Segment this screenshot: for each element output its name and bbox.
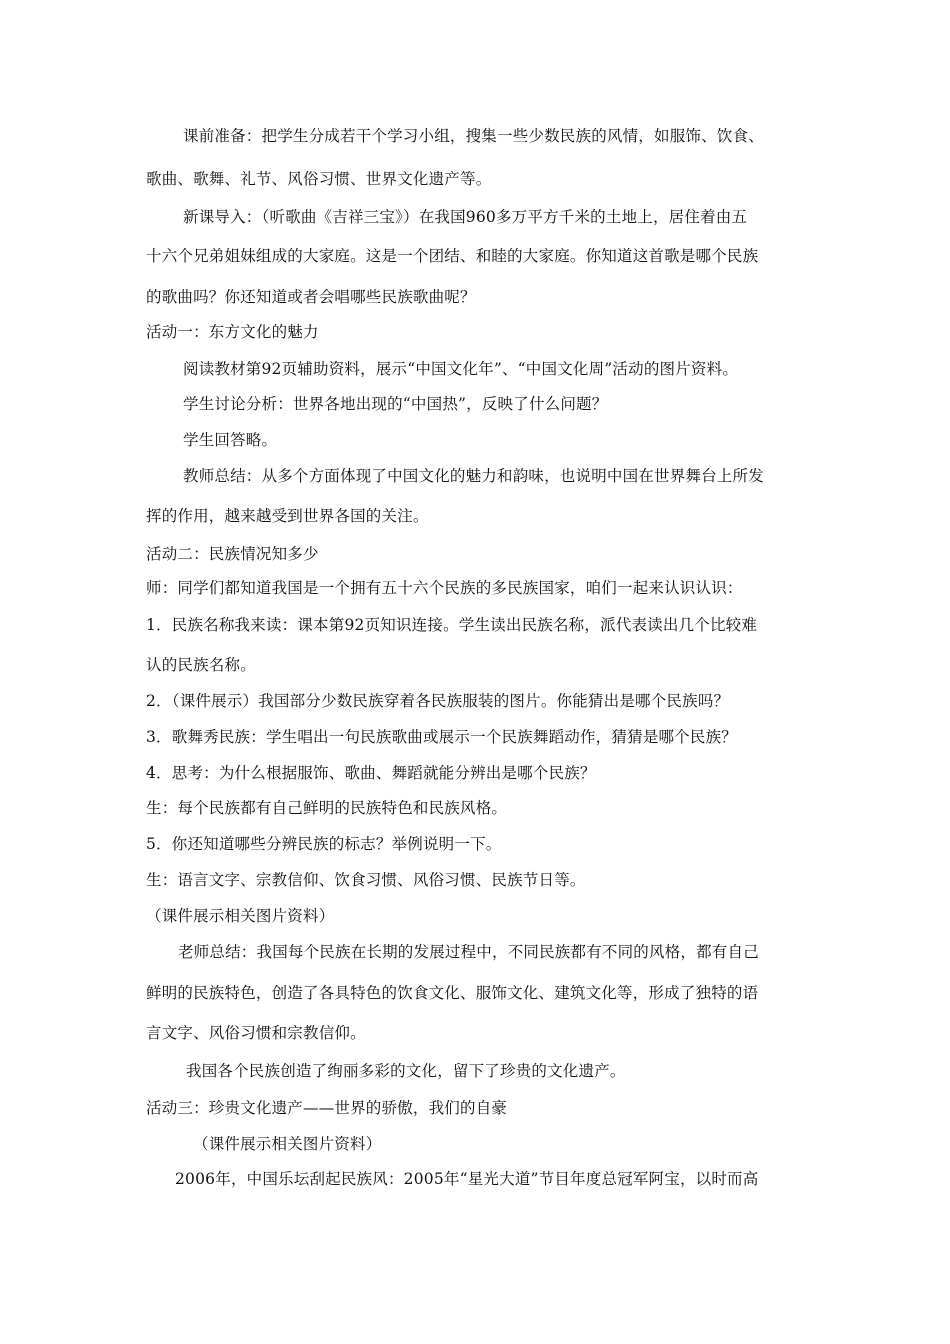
- text-line: 教师总结：从多个方面体现了中国文化的魅力和韵味，也说明中国在世界舞台上所发: [183, 467, 764, 485]
- text-line: 新课导入：（听歌曲《吉祥三宝》）在我国960多万平方千米的土地上，居住着由五: [183, 208, 748, 226]
- list-item: 4．思考：为什么根据服饰、歌曲、舞蹈就能分辨出是哪个民族？: [146, 764, 596, 782]
- text-line: 认的民族名称。: [146, 656, 256, 674]
- text-line: 老师总结：我国每个民族在长期的发展过程中，不同民族都有不同的风格，都有自己: [178, 943, 759, 961]
- text-line: （课件展示相关图片资料）: [193, 1135, 382, 1153]
- list-item: 2．（课件展示）我国部分少数民族穿着各民族服装的图片。你能猜出是哪个民族吗？: [146, 692, 730, 710]
- text-line: 课前准备：把学生分成若干个学习小组，搜集一些少数民族的风情，如服饰、饮食、: [183, 127, 764, 145]
- text-line: 生：每个民族都有自己鲜明的民族特色和民族风格。: [146, 799, 508, 817]
- list-item: 1．民族名称我来读：课本第92页知识连接。学生读出民族名称，派代表读出几个比较难: [146, 616, 758, 634]
- text-line: 歌曲、歌舞、礼节、风俗习惯、世界文化遗产等。: [146, 170, 492, 188]
- text-line: 的歌曲吗？你还知道或者会唱哪些民族歌曲呢？: [146, 288, 476, 306]
- section-heading: 活动一：东方文化的魅力: [146, 323, 319, 341]
- section-heading: 活动二：民族情况知多少: [146, 545, 319, 563]
- text-line: （课件展示相关图片资料）: [146, 907, 335, 925]
- list-item: 5．你还知道哪些分辨民族的标志？举例说明一下。: [146, 835, 502, 853]
- text-line: 阅读教材第92页辅助资料，展示“中国文化年”、“中国文化周”活动的图片资料。: [183, 360, 739, 378]
- text-line: 学生回答略。: [183, 431, 278, 449]
- text-line: 师：同学们都知道我国是一个拥有五十六个民族的多民族国家，咱们一起来认识认识：: [146, 579, 743, 597]
- text-line: 学生讨论分析：世界各地出现的“中国热”，反映了什么问题？: [183, 395, 608, 413]
- list-item: 3．歌舞秀民族：学生唱出一句民族歌曲或展示一个民族舞蹈动作，猜猜是哪个民族？: [146, 728, 737, 746]
- section-heading: 活动三：珍贵文化遗产——世界的骄傲，我们的自豪: [146, 1099, 508, 1117]
- text-line: 言文字、风俗习惯和宗教信仰。: [146, 1024, 366, 1042]
- text-line: 2006年，中国乐坛刮起民族风：2005年“星光大道”节目年度总冠军阿宝，以时而高: [175, 1170, 759, 1188]
- text-line: 十六个兄弟姐妹组成的大家庭。这是一个团结、和睦的大家庭。你知道这首歌是哪个民族: [146, 247, 759, 265]
- text-line: 挥的作用，越来越受到世界各国的关注。: [146, 507, 429, 525]
- text-line: 鲜明的民族特色，创造了各具特色的饮食文化、服饰文化、建筑文化等，形成了独特的语: [146, 984, 759, 1002]
- text-line: 生：语言文字、宗教信仰、饮食习惯、风俗习惯、民族节日等。: [146, 871, 586, 889]
- text-line: 我国各个民族创造了绚丽多彩的文化，留下了珍贵的文化遗产。: [186, 1062, 626, 1080]
